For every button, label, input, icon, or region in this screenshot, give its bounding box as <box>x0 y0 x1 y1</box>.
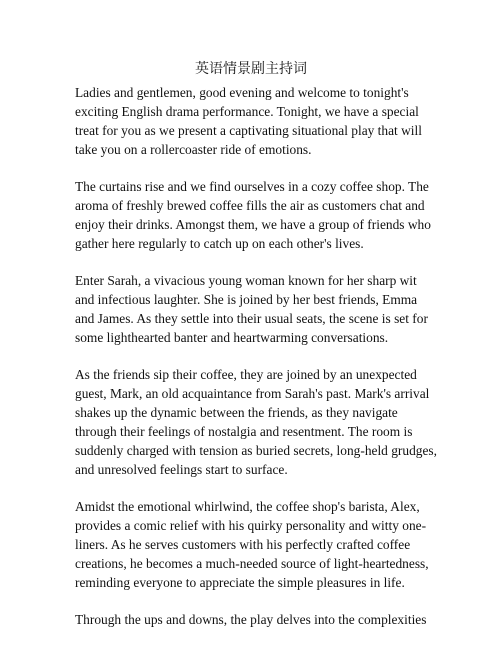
text-line: and James. As they settle into their usual seats, the scene is set for <box>75 311 428 326</box>
text-line: provides a comic relief with his quirky personality and witty one- <box>75 518 427 533</box>
text-line: treat for you as we present a captivating situational play that will <box>75 123 422 138</box>
text-line: As the friends sip their coffee, they are joined by an unexpected <box>75 367 417 382</box>
paragraph-2 <box>75 177 435 253</box>
paragraph-3 <box>75 271 435 347</box>
text-line: and infectious laughter. She is joined by her best friends, Emma <box>75 292 418 307</box>
text-line: Enter Sarah, a vivacious young woman known for her sharp wit <box>75 273 417 288</box>
text-line: guest, Mark, an old acquaintance from Sarah's past. Mark's arrival <box>75 386 430 401</box>
text-line: and unresolved feelings start to surface. <box>75 462 288 477</box>
text-line: liners. As he serves customers with his perfectly crafted coffee <box>75 537 411 552</box>
paragraph-1 <box>75 83 435 159</box>
text-line: creations, he becomes a much-needed source of light-heartedness, <box>75 556 429 571</box>
text-line: through their feelings of nostalgia and resentment. The room is <box>75 424 413 439</box>
text-line: exciting English drama performance. Tonight, we have a special <box>75 104 419 119</box>
text-line: The curtains rise and we find ourselves in a cozy coffee shop. The <box>75 179 429 194</box>
text-line: take you on a rollercoaster ride of emotions. <box>75 142 312 157</box>
text-line: Through the ups and downs, the play delves into the complexities <box>75 612 427 627</box>
text-line: suddenly charged with tension as buried secrets, long-held grudges, <box>75 443 437 458</box>
text-line: enjoy their drinks. Amongst them, we have a group of friends who <box>75 217 431 232</box>
paragraph-5 <box>75 497 435 592</box>
text-line: Amidst the emotional whirlwind, the coffee shop's barista, Alex, <box>75 499 420 514</box>
text-line: Ladies and gentlemen, good evening and welcome to tonight's <box>75 85 409 100</box>
text-line: reminding everyone to appreciate the simple pleasures in life. <box>75 575 405 590</box>
text-line: aroma of freshly brewed coffee fills the air as customers chat and <box>75 198 425 213</box>
text-line: gather here regularly to catch up on each other's lives. <box>75 236 364 251</box>
document-body <box>75 83 435 647</box>
paragraph-6 <box>75 610 435 629</box>
text-line: some lighthearted banter and heartwarming conversations. <box>75 330 389 345</box>
document-title: 英语情景剧主持词 <box>195 62 307 77</box>
paragraph-4 <box>75 365 435 479</box>
text-line: shakes up the dynamic between the friends, as they navigate <box>75 405 398 420</box>
